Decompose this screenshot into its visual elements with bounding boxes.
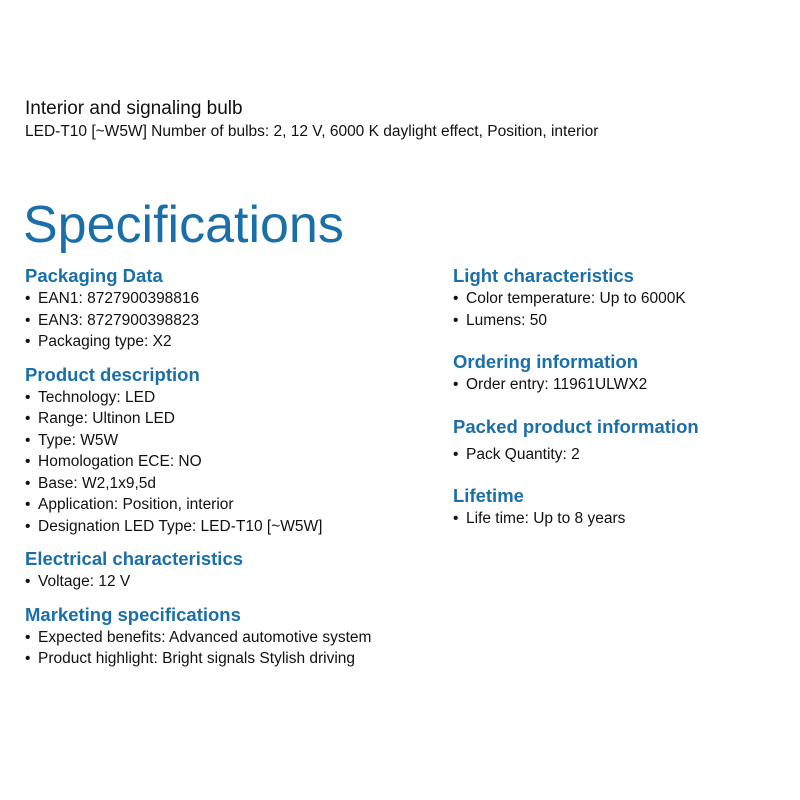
spec-item [25, 627, 435, 649]
bullet-icon: • [25, 311, 31, 329]
section-packaging-data [25, 265, 435, 353]
spec-text: Application: Position, interior [38, 496, 234, 513]
section-title: Marketing specifications [25, 603, 241, 625]
bullet-icon: • [25, 573, 31, 590]
bullet-icon: • [25, 650, 31, 667]
spec-item [25, 571, 435, 593]
bullet-icon: • [25, 496, 31, 513]
section-title: Product description [25, 363, 200, 385]
section-electrical-characteristics [25, 548, 435, 593]
spec-text: Lumens: 50 [466, 311, 547, 329]
spec-item [25, 310, 435, 332]
spec-text: Type: W5W [38, 431, 119, 449]
section-title: Packed product information [453, 415, 699, 437]
spec-text: Life time: Up to 8 years [466, 510, 626, 527]
spec-text: Color temperature: Up to 6000K [466, 290, 686, 307]
section-packed-product-information [453, 416, 793, 466]
spec-item [25, 430, 435, 452]
right-column [453, 265, 793, 530]
spec-item [25, 331, 435, 353]
bullet-icon: • [453, 376, 459, 393]
spec-item [25, 408, 435, 430]
spec-item [453, 374, 793, 396]
spec-item [25, 516, 435, 538]
section-title: Electrical characteristics [25, 548, 244, 569]
bullet-icon: • [453, 290, 459, 307]
spec-text: Packaging type: X2 [38, 333, 172, 350]
section-product-description [25, 364, 435, 538]
spec-item [25, 387, 435, 409]
section-light-characteristics [453, 265, 793, 331]
bullet-icon: • [25, 388, 31, 406]
spec-item [25, 288, 435, 310]
section-title: Packaging Data [25, 265, 163, 286]
section-title: Ordering information [453, 351, 638, 372]
spec-item [453, 310, 793, 332]
spec-text: Base: W2,1x9,5d [38, 474, 157, 492]
spec-text: Order entry: 11961ULWX2 [466, 376, 648, 393]
spec-item [25, 494, 435, 516]
product-name: Interior and signaling bulb [25, 98, 243, 119]
section-marketing-specifications [25, 604, 435, 670]
left-column [25, 265, 435, 670]
bullet-icon: • [25, 431, 31, 449]
spec-text: Range: Ultinon LED [38, 410, 175, 427]
bullet-icon: • [25, 628, 31, 646]
spec-text: Product highlight: Bright signals Stylish driving [38, 650, 356, 667]
section-lifetime [453, 485, 793, 530]
spec-item [453, 288, 793, 310]
spec-item [25, 473, 435, 495]
section-title: Light characteristics [453, 265, 634, 286]
bullet-icon: • [25, 410, 31, 427]
bullet-icon: • [453, 445, 459, 463]
bullet-icon: • [25, 517, 31, 535]
bullet-icon: • [453, 510, 459, 527]
spec-item [453, 444, 793, 466]
bullet-icon: • [25, 333, 31, 350]
spec-text: Homologation ECE: NO [38, 453, 202, 470]
spec-text: Technology: LED [38, 388, 156, 406]
spec-text: Expected benefits: Advanced automotive system [38, 628, 372, 646]
product-description: LED-T10 [~W5W] Number of bulbs: 2, 12 V, 6000 K daylight effect, Position, interior [25, 123, 599, 140]
bullet-icon: • [453, 311, 459, 329]
spec-text: Designation LED Type: LED-T10 [~W5W] [38, 517, 323, 535]
spec-item [25, 648, 435, 670]
page-title: Specifications [23, 195, 344, 254]
spec-item [25, 451, 435, 473]
spec-text: Pack Quantity: 2 [466, 445, 580, 463]
spec-item [453, 508, 793, 530]
product-header [25, 97, 598, 143]
bullet-icon: • [25, 290, 31, 307]
spec-text: EAN1: 8727900398816 [38, 290, 200, 307]
section-ordering-information [453, 351, 793, 396]
spec-text: Voltage: 12 V [38, 573, 131, 590]
bullet-icon: • [25, 474, 31, 492]
bullet-icon: • [25, 453, 31, 470]
section-title: Lifetime [453, 485, 524, 506]
spec-text: EAN3: 8727900398823 [38, 311, 200, 329]
